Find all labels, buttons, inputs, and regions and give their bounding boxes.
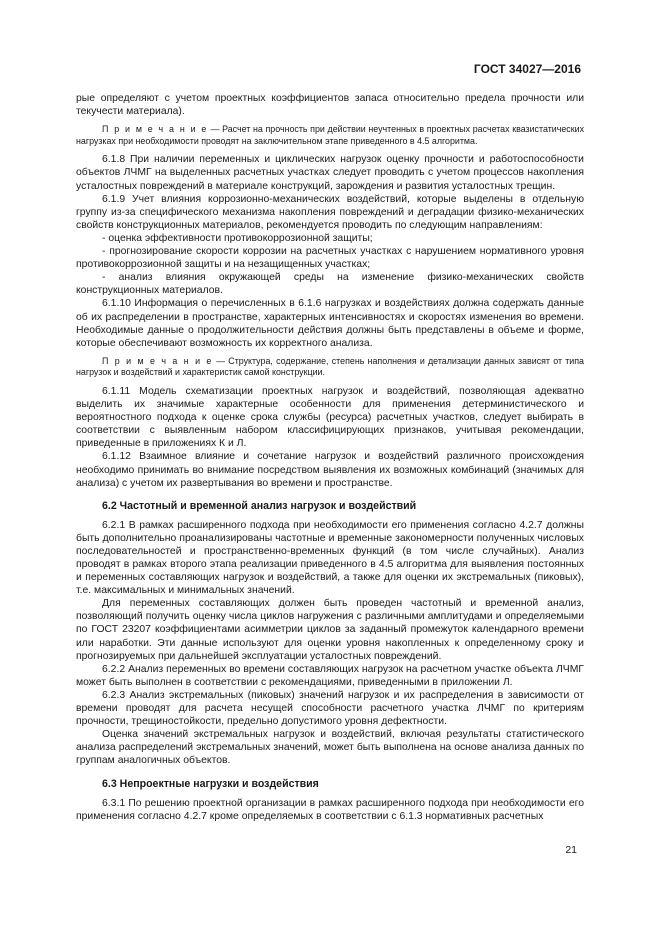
document-body [76,92,584,823]
paragraph-6-1-11: 6.1.11 Модель схематизации проектных нагрузок и воздействий, позволяющая адекватно выделить их значимые характерные особенности для применения детерминистического и вероятностного подхода к оценке срока службы (ресурса) расчетных участков, следует выбирать в соответствии с выявленным набором классифицирующих признаков, учитывая рекомендации, приведенные в приложениях К и Л. [76,385,584,450]
note-text: — Структура, содержание, степень наполнения и детализации данных зависят от типа нагрузок и воздействий и характеристик самой конструкции. [76,355,584,378]
paragraph-6-1-9: 6.1.9 Учет влияния коррозионно-механических воздействий, которые выделены в отдельную группу из-за специфического механизма накопления повреждений и деградации физико-механических свойств конструкционных материалов, рекомендуется проводить по следующим направлениям: [76,193,584,231]
list-item-dash: - оценка эффективности противокоррозионной защиты; [102,232,373,244]
list-item-dash: - прогнозирование скорости коррозии на расчетных участках с нарушением нормативного уровня противокоррозионной защиты и на незащищенных участках; [76,246,584,271]
note-text: — Расчет на прочность при действии неучтенных в проектных расчетах квазистатических нагрузках при необходимости проводят на заключительном этапе приведенного в 4.5 алгоритма. [76,124,585,146]
paragraph-6-2-2: 6.2.2 Анализ переменных во времени составляющих нагрузок на расчетном участке объекта ЛЧМГ может быть выполнен в соответствии с рекомендациями, приведенными в приложении Л. [76,663,584,688]
paragraph-6-2-1-continued: Для переменных составляющих должен быть проведен частотный и временной анализ, позволяющий получить оценку числа циклов нагружения с различными амплитудами и определяемыми по ГОСТ 23207 коэффициентами асимметрии циклов за заданный промежуток календарного времени или наработки. Эти данные используют для оценки уровня накопленных к определенному сроку и прогнозируемых при дальнейшей эксплуатации усталостных повреждений. [76,598,584,662]
note-label: П р и м е ч а н и е [102,355,213,366]
note-paragraph [76,124,584,147]
note-paragraph [76,356,584,379]
standard-header: ГОСТ 34027—2016 [473,62,581,76]
paragraph-6-2-1: 6.2.1 В рамках расширенного подхода при необходимости его применения согласно 4.2.7 должны быть дополнительно проанализированы частотные и временные закономерности полученных числовых последовательностей и пространственно-временных функций (в том числе случайных). Анализ проводят в рамках второго этапа реализации приведенного в 4.5 алгоритма для выявления постоянных и переменных составляющих нагрузок и воздействий, а также для оценки их экстремальных (пиковых), т.е. максимальных и минимальных значений. [76,519,584,597]
paragraph-6-1-8: 6.1.8 При наличии переменных и циклических нагрузок оценку прочности и работоспособности объектов ЛЧМГ на выделенных расчетных участках следует проводить с учетом процессов накопления усталостных повреждений в материале конструкций, зарождения и развития усталостных трещин. [76,154,584,192]
paragraph-6-2-3-continued: Оценка значений экстремальных нагрузок и воздействий, включая результаты статистического анализа распределений экстремальных значений, может быть выполнена на основе анализа данных по группам аналогичных объектов. [76,729,584,767]
note-label: П р и м е ч а н и е [102,124,208,135]
paragraph-6-1-10: 6.1.10 Информация о перечисленных в 6.1.6 нагрузках и воздействиях должна содержать данные об их распределении в пространстве, характерных интенсивностях и скоростях изменения во времени. Необходимые данные о продолжительности действия должны быть представлены в объеме и форме, которые обеспечивают возможность их корректного анализа. [76,298,584,349]
section-heading-6-3: 6.3 Непроектные нагрузки и воздействия [102,777,319,790]
paragraph-6-3-1: 6.3.1 По решению проектной организации в рамках расширенного подхода при необходимости его применения согласно 4.2.7 кроме определяемых в соответствии с 6.1.3 нормативных расчетных [76,797,584,822]
paragraph-6-1-12: 6.1.12 Взаимное влияние и сочетание нагрузок и воздействий различного происхождения необходимо принимать во внимание посредством выявления их возможных комбинаций (значимых для анализа) с учетом их развертывания во времени и пространстве. [76,451,584,489]
list-item-dash: - анализ влияния окружающей среды на изменение физико-механических свойств конструкционных материалов. [76,272,584,297]
page-number: 21 [565,844,577,856]
paragraph-continuation: рые определяют с учетом проектных коэффициентов запаса относительно предела прочности или текучести материала). [76,93,584,118]
section-heading-6-2: 6.2 Частотный и временной анализ нагрузок и воздействий [102,499,417,512]
paragraph-6-2-3: 6.2.3 Анализ экстремальных (пиковых) значений нагрузок и их распределения в зависимости от времени проводят для расчета несущей способности расчетного участка ЛЧМГ по критериям прочности, трещиностойкости, предельно допустимого уровня дефектности. [76,689,584,728]
